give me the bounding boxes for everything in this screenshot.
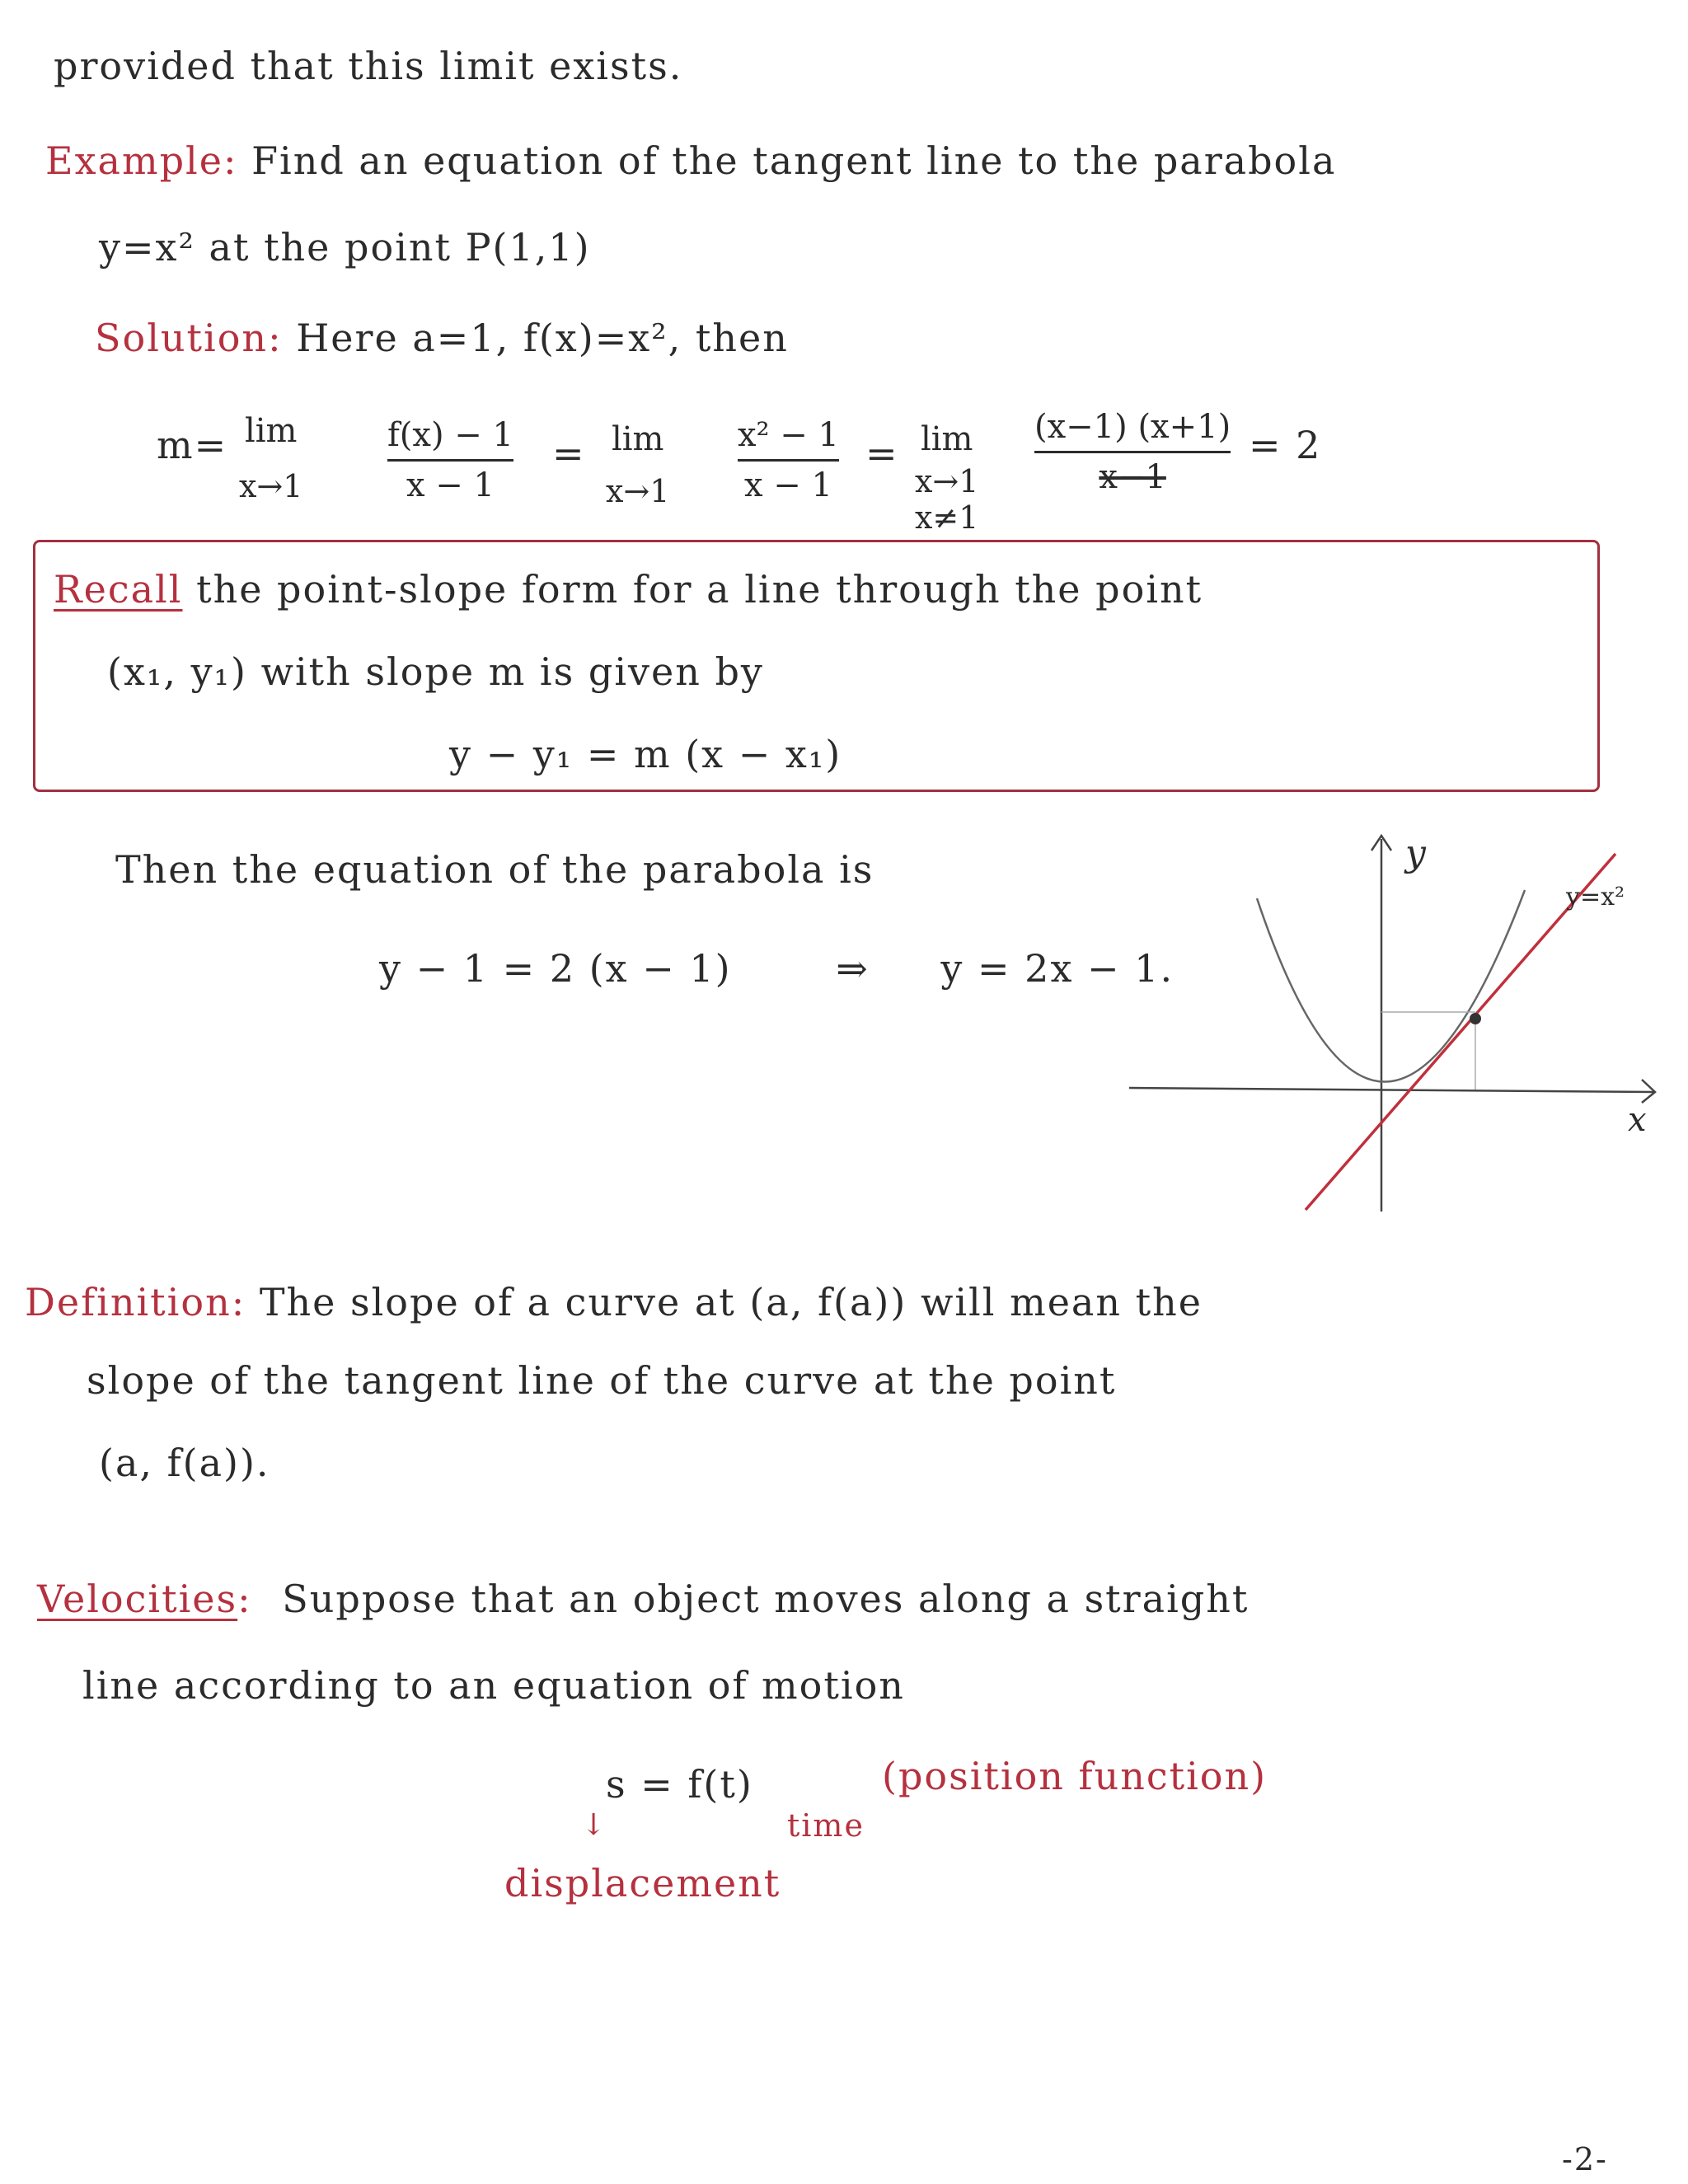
recall-line-1 bbox=[54, 569, 1203, 611]
lim-3-sub-1: x→1 bbox=[915, 463, 979, 499]
lim-3-sub-2: x≠1 bbox=[915, 499, 979, 536]
fraction-1 bbox=[387, 416, 513, 504]
recall-text-1: the point-slope form for a line through the point bbox=[196, 567, 1203, 612]
example-text-2: y=x² at the point P(1,1) bbox=[99, 225, 591, 269]
lim-1: lim bbox=[244, 412, 298, 450]
x-axis-label: x bbox=[1628, 1101, 1647, 1139]
velocities-text-1: Suppose that an object moves along a straight bbox=[282, 1577, 1250, 1621]
slope-m: m= bbox=[157, 423, 228, 467]
fraction-3 bbox=[1034, 408, 1231, 496]
displacement-note: displacement bbox=[504, 1861, 781, 1905]
velocities-text-2: line according to an equation of motion bbox=[82, 1663, 905, 1708]
velocities-colon: : bbox=[237, 1577, 252, 1621]
solution-line bbox=[95, 317, 789, 359]
equals-2: = bbox=[865, 431, 899, 476]
solution-text: Here a=1, f(x)=x², then bbox=[296, 316, 789, 360]
limit-2 bbox=[606, 420, 669, 509]
fraction-2 bbox=[738, 416, 839, 504]
fraction-2-num: x² − 1 bbox=[738, 416, 839, 454]
parabola-tangent-graph bbox=[1121, 824, 1665, 1220]
lim-2: lim bbox=[611, 420, 664, 458]
recall-formula: y − y₁ = m (x − x₁) bbox=[449, 732, 842, 776]
fraction-1-num: f(x) − 1 bbox=[387, 416, 513, 454]
motion-formula: s = f(t) bbox=[606, 1762, 753, 1807]
then-eq: y − 1 = 2 (x − 1) bbox=[379, 946, 732, 991]
recall-text-2: (x₁, y₁) with slope m is given by bbox=[107, 649, 764, 694]
example-line-1 bbox=[45, 140, 1336, 182]
page-number: -2- bbox=[1562, 2141, 1608, 2177]
example-label: Example: bbox=[45, 138, 238, 183]
limit-1 bbox=[239, 412, 302, 504]
position-note: (position function) bbox=[882, 1754, 1268, 1798]
recall-label: Recall bbox=[54, 567, 183, 612]
limit-3 bbox=[915, 420, 978, 536]
then-result: y = 2x − 1. bbox=[940, 946, 1175, 991]
definition-label: Definition: bbox=[25, 1280, 246, 1324]
y-axis-label: y bbox=[1405, 832, 1426, 874]
time-note: time bbox=[787, 1807, 865, 1844]
equals-1: = bbox=[552, 431, 586, 476]
fraction-2-den: x − 1 bbox=[744, 466, 832, 504]
velocities-label: Velocities bbox=[37, 1577, 238, 1621]
fraction-1-den: x − 1 bbox=[406, 466, 495, 504]
x-axis bbox=[1129, 1088, 1655, 1092]
fraction-3-num: (x−1) (x+1) bbox=[1034, 408, 1231, 446]
tangent-point bbox=[1470, 1013, 1481, 1024]
curve-label: y=x² bbox=[1566, 883, 1625, 912]
definition-text-2: slope of the tangent line of the curve at the point bbox=[87, 1358, 1117, 1403]
solution-label: Solution: bbox=[95, 316, 283, 360]
then-text: Then the equation of the parabola is bbox=[115, 847, 874, 892]
parabola-curve bbox=[1257, 890, 1525, 1082]
fraction-3-den: x−1 bbox=[1099, 458, 1166, 496]
intro-text: provided that this limit exists. bbox=[54, 44, 683, 88]
then-equation bbox=[379, 948, 1174, 990]
velocities-line-1 bbox=[37, 1578, 1249, 1620]
down-arrow-icon: ↓ bbox=[581, 1808, 608, 1842]
example-text-1: Find an equation of the tangent line to the parabola bbox=[251, 138, 1337, 183]
lim-3: lim bbox=[920, 420, 973, 458]
definition-text-3: (a, f(a)). bbox=[99, 1441, 270, 1485]
definition-text-1: The slope of a curve at (a, f(a)) will mean the bbox=[259, 1280, 1203, 1324]
limit-result: = 2 bbox=[1249, 423, 1322, 467]
lim-2-sub: x→1 bbox=[606, 473, 670, 509]
implies-arrow: ⇒ bbox=[836, 946, 870, 991]
lim-1-sub: x→1 bbox=[239, 468, 303, 504]
definition-line-1 bbox=[25, 1282, 1203, 1324]
